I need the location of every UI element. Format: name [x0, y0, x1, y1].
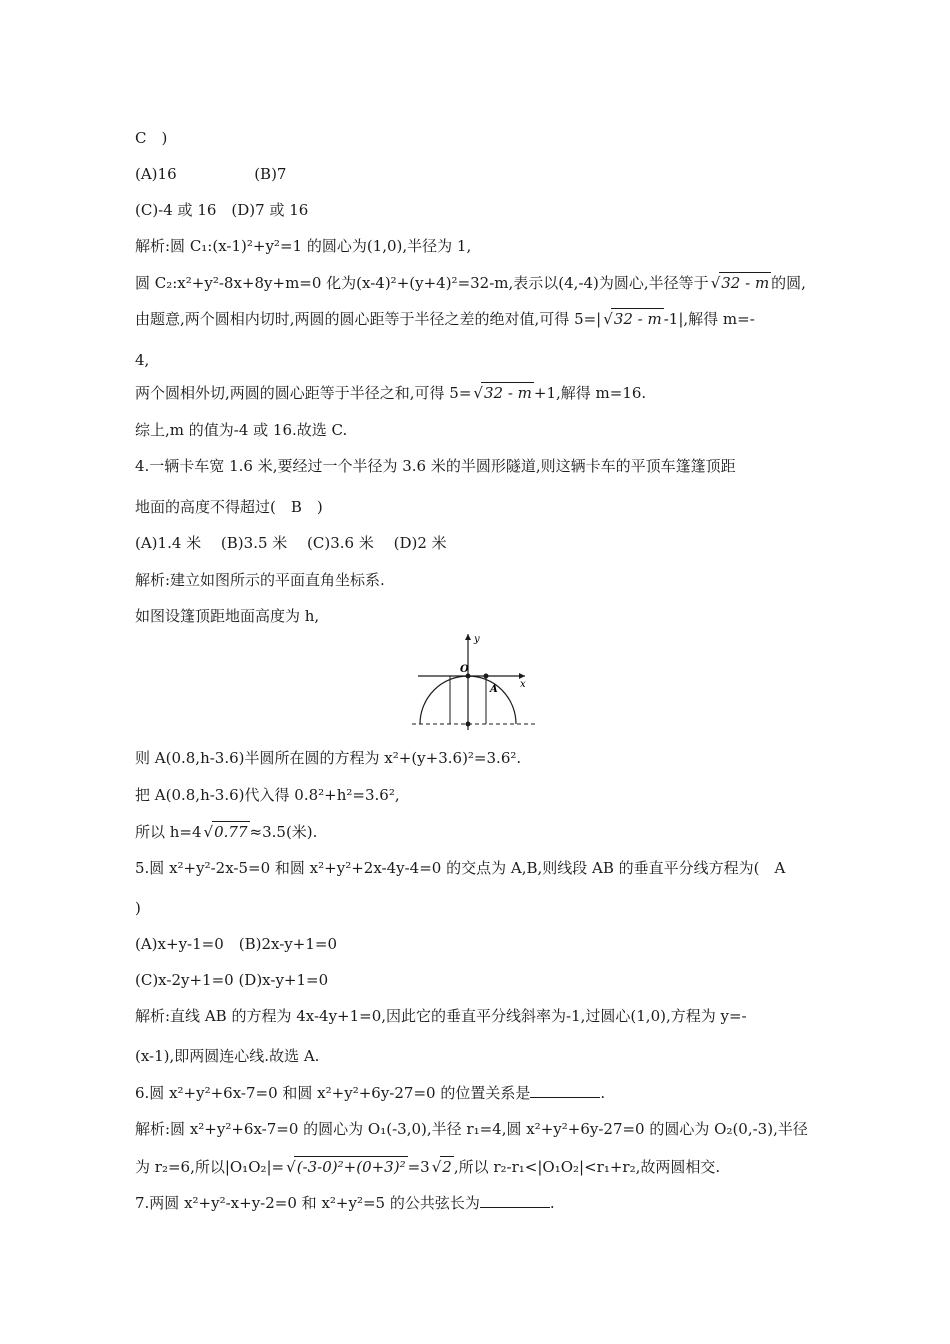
text: 的圆, — [771, 274, 806, 292]
solution-4-line-4: 把 A(0.8,h-3.6)代入得 0.8²+h²=3.6², — [135, 786, 400, 804]
solution-4-line-3: 则 A(0.8,h-3.6)半圆所在圆的方程为 x²+(y+3.6)²=3.6². — [135, 749, 522, 767]
text: 由题意,两个圆相内切时,两圆的圆心距等于半径之差的绝对值,可得 5=| — [135, 310, 602, 328]
point-a — [484, 674, 489, 679]
text: =3 — [407, 1158, 430, 1176]
text: ≈3.5(米). — [249, 823, 318, 841]
solution-5-line-2: (x-1),即两圆连心线.故选 A. — [135, 1047, 320, 1065]
text: -1|,解得 m=- — [663, 310, 755, 328]
text-line-1: C ) — [135, 129, 168, 147]
solution-line-3 — [135, 308, 755, 329]
radical: √ 32 - m — [611, 308, 663, 329]
solution-6-line-1: 解析:圆 x²+y²+6x-7=0 的圆心为 O₁(-3,0),半径 r₁=4,圆 x²+y²+6y-27=0 的圆心为 O₂(0,-3),半径 — [135, 1120, 808, 1138]
answer-blank — [530, 1083, 600, 1098]
radical: √ (-3-0)²+(0+3)² — [294, 1156, 407, 1177]
question-5-line-1: 5.圆 x²+y²-2x-5=0 和圆 x²+y²+2x-4y-4=0 的交点为 A,B,则线段 AB 的垂直平分线方程为( A — [135, 859, 786, 877]
option-b: (B)7 — [254, 165, 287, 183]
answer-blank — [480, 1193, 550, 1208]
solution-line-4: 4, — [135, 351, 150, 369]
text: 所以 h=4 — [135, 823, 202, 841]
solution-4-line-1: 解析:建立如图所示的平面直角坐标系. — [135, 571, 385, 589]
text: 圆 C₂:x²+y²-8x+8y+m=0 化为(x-4)²+(y+4)²=32-m,表示以(4,-4)为圆心,半径等于 — [135, 274, 709, 292]
question-4-line-1: 4.一辆卡车宽 1.6 米,要经过一个半径为 3.6 米的半圆形隧道,则这辆卡车的平顶车篷篷顶距 — [135, 457, 736, 475]
text: +1,解得 m=16. — [533, 384, 647, 402]
question-4-line-2: 地面的高度不得超过( B ) — [135, 498, 323, 516]
radical: √ 32 - m — [481, 382, 533, 403]
radical: √ 32 - m — [719, 272, 771, 293]
solution-4-line-5 — [135, 821, 317, 842]
solution-5-line-1: 解析:直线 AB 的方程为 4x-4y+1=0,因此它的垂直平分线斜率为-1,过圆心(1,0),方程为 y=- — [135, 1007, 747, 1025]
question-4-options: (A)1.4 米 (B)3.5 米 (C)3.6 米 (D)2 米 — [135, 534, 447, 552]
text: . — [600, 1084, 606, 1102]
solution-line-6: 综上,m 的值为-4 或 16.故选 C. — [135, 421, 348, 439]
center-point — [466, 722, 471, 727]
y-label: y — [474, 634, 480, 645]
text: 两个圆相外切,两圆的圆心距等于半径之和,可得 5= — [135, 384, 472, 402]
solution-4-line-2: 如图设篷顶距地面高度为 h, — [135, 607, 320, 625]
text: 为 r₂=6,所以|O₁O₂|= — [135, 1158, 285, 1176]
question-6 — [135, 1083, 605, 1103]
o-label: O — [460, 664, 469, 675]
question-7 — [135, 1193, 555, 1213]
text: . — [549, 1194, 555, 1212]
solution-line-5 — [135, 382, 646, 403]
solution-line-2 — [135, 272, 806, 293]
question-5-options-cd: (C)x-2y+1=0 (D)x-y+1=0 — [135, 971, 329, 989]
radical: √ 2 — [440, 1156, 454, 1177]
options-c-d: (C)-4 或 16 (D)7 或 16 — [135, 201, 309, 219]
a-label: A — [490, 684, 498, 695]
solution-line-1: 解析:圆 C₁:(x-1)²+y²=1 的圆心为(1,0),半径为 1, — [135, 237, 472, 255]
y-arrow-icon — [465, 634, 471, 640]
text: 7.两圆 x²+y²-x+y-2=0 和 x²+y²=5 的公共弦长为 — [135, 1194, 480, 1212]
option-a: (A)16 — [135, 165, 177, 183]
tunnel-diagram — [410, 634, 540, 730]
text: ,所以 r₂-r₁<|O₁O₂|<r₁+r₂,故两圆相交. — [453, 1158, 721, 1176]
x-label: x — [520, 679, 526, 690]
question-5-options-ab: (A)x+y-1=0 (B)2x-y+1=0 — [135, 935, 337, 953]
solution-6-line-2 — [135, 1156, 720, 1177]
question-5-line-2: ) — [135, 899, 141, 917]
option-a-b-line — [135, 164, 286, 184]
text: 6.圆 x²+y²+6x-7=0 和圆 x²+y²+6y-27=0 的位置关系是 — [135, 1084, 531, 1102]
radical: √ 0.77 — [212, 821, 250, 842]
